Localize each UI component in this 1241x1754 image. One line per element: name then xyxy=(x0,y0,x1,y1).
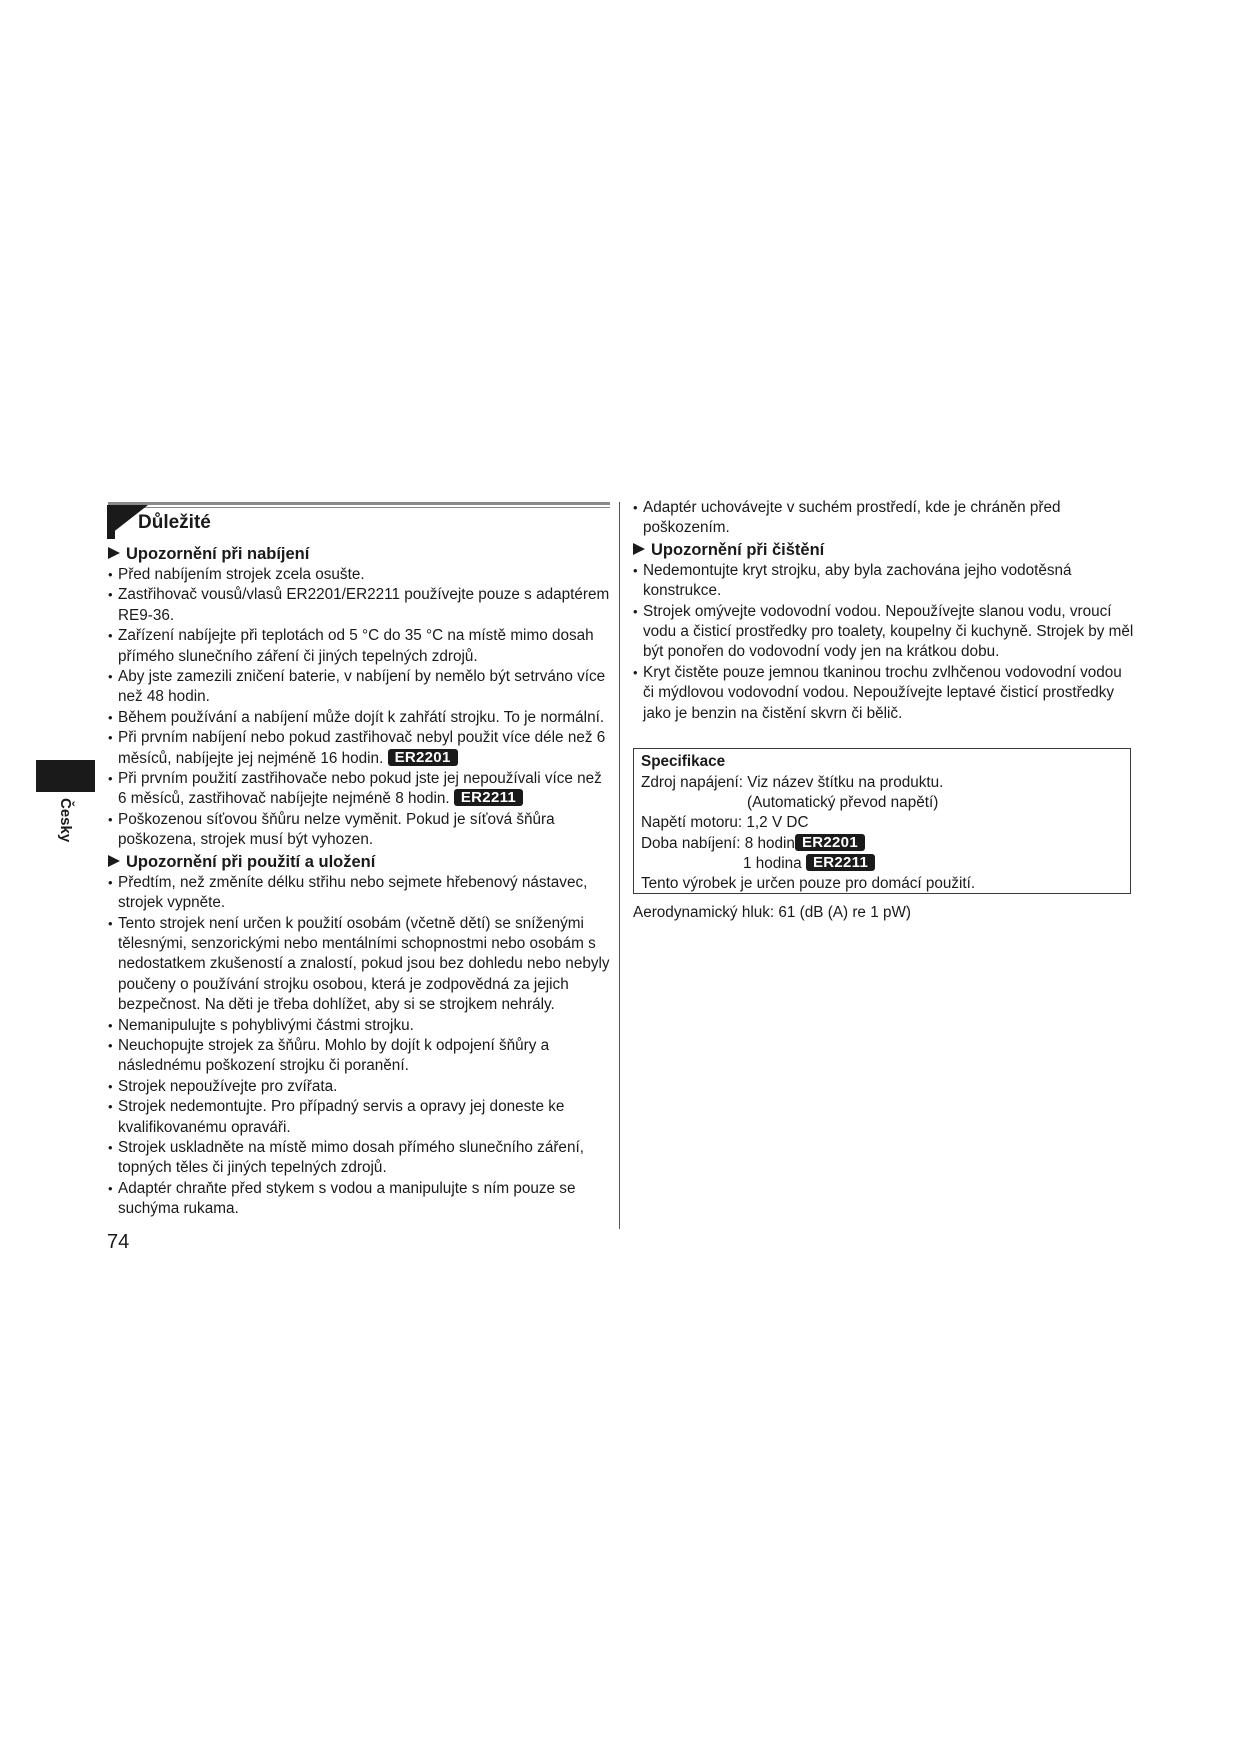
spec-charge: Doba nabíjení: 8 hodin ER2201 xyxy=(641,834,865,854)
list-item: • Při prvním nabíjení nebo pokud zastřihovač nebyl použit více déle než 6 měsíců, nabíjejte jej nejméně 16 hodin. ER2201 xyxy=(108,728,618,769)
spec-power-note: (Automatický převod napětí) xyxy=(747,794,939,811)
header-corner-bar xyxy=(107,505,115,539)
list-item: • Strojek omývejte vodovodní vodou. Nepoužívejte slanou vodu, vroucí vodu a čisticí prostředky pro toalety, koupelny či kuchyně. Strojek by měl být ponořen do vodovodní vody jen na krátkou dobu. xyxy=(633,602,1138,663)
list-item: • Strojek nedemontujte. Pro případný servis a opravy jej doneste ke kvalifikovanému opraváři. xyxy=(108,1097,618,1138)
arrow-icon xyxy=(108,855,120,867)
left-column xyxy=(108,543,618,1220)
list-item: • Při prvním použití zastřihovače nebo pokud jste jej nepoužívali více než 6 měsíců, zastřihovač nabíjejte nejméně 8 hodin. ER2211 xyxy=(108,769,618,810)
list-item: • Předtím, než změníte délku střihu nebo sejmete hřebenový nástavec, strojek vypněte. xyxy=(108,873,618,914)
spec-charge-2: 1 hodina ER2211 xyxy=(743,854,875,874)
column-divider xyxy=(619,502,620,1229)
spec-home-use: Tento výrobek je určen pouze pro domácí použití. xyxy=(641,875,976,892)
header-rule-thin xyxy=(108,507,610,508)
list-item: • Během používání a nabíjení může dojít k zahřátí strojku. To je normální. xyxy=(108,708,618,728)
arrow-icon xyxy=(108,547,120,559)
list-item: • Nemanipulujte s pohyblivými částmi strojku. xyxy=(108,1016,618,1036)
list-item: • Tento strojek není určen k použití osobám (včetně dětí) se sníženými tělesnými, senzorickými nebo mentálními schopnostmi nebo osobám s nedostatkem zkušeností a znalostí, pokud jsou bez dohledu nebo nebyly poučeny o používání strojku osobou, která je zodpovědná za jejich bezpečnost. Na děti je třeba dohlížet, aby si se strojkem nehrály. xyxy=(108,914,618,1016)
arrow-icon xyxy=(633,543,645,555)
cleaning-heading: Upozornění při čištění xyxy=(633,539,1138,561)
list-item: • Adaptér chraňte před stykem s vodou a manipulujte s ním pouze se suchýma rukama. xyxy=(108,1179,618,1220)
header-rule xyxy=(108,502,610,505)
list-item: • Aby jste zamezili zničení baterie, v nabíjení by nemělo být setrváno více než 48 hodin. xyxy=(108,667,618,708)
list-item: • Zastřihovač vousů/vlasů ER2201/ER2211 používejte pouze s adaptérem RE9-36. xyxy=(108,585,618,626)
spec-power: Zdroj napájení: Viz název štítku na produktu. xyxy=(641,774,944,791)
spec-motor: Napětí motoru: 1,2 V DC xyxy=(641,814,809,831)
page-number: 74 xyxy=(107,1231,130,1253)
model-badge: ER2201 xyxy=(388,749,458,766)
section-title: Důležité xyxy=(138,512,211,533)
language-tab-label: Česky xyxy=(57,798,74,843)
list-item: • Před nabíjením strojek zcela osušte. xyxy=(108,565,618,585)
spec-title: Specifikace xyxy=(641,753,726,770)
charging-heading: Upozornění při nabíjení xyxy=(108,543,618,565)
list-item: • Adaptér uchovávejte v suchém prostředí, kde je chráněn před poškozením. xyxy=(633,498,1138,539)
noise-level: Aerodynamický hluk: 61 (dB (A) re 1 pW) xyxy=(633,904,911,921)
list-item: • Strojek uskladněte na místě mimo dosah přímého slunečního záření, topných těles či jiných tepelných zdrojů. xyxy=(108,1138,618,1179)
right-column xyxy=(633,498,1138,724)
list-item: • Poškozenou síťovou šňůru nelze vyměnit. Pokud je síťová šňůra poškozena, strojek musí být vyhozen. xyxy=(108,810,618,851)
list-item: • Strojek nepoužívejte pro zvířata. xyxy=(108,1077,618,1097)
model-badge: ER2201 xyxy=(795,834,865,851)
list-item: • Nedemontujte kryt strojku, aby byla zachována jejho vodotěsná konstrukce. xyxy=(633,561,1138,602)
list-item: • Zařízení nabíjejte při teplotách od 5 °C do 35 °C na místě mimo dosah přímého slunečního záření či jiných tepelných zdrojů. xyxy=(108,626,618,667)
list-item: • Kryt čistěte pouze jemnou tkaninou trochu zvlhčenou vodovodní vodou či mýdlovou vodovodní vodou. Nepoužívejte leptavé čisticí prostředky jako je benzin na čistění skvrn či bělič. xyxy=(633,663,1138,724)
model-badge: ER2211 xyxy=(454,789,523,806)
model-badge: ER2211 xyxy=(806,854,875,871)
usage-heading: Upozornění při použití a uložení xyxy=(108,851,618,873)
list-item: • Neuchopujte strojek za šňůru. Mohlo by dojít k odpojení šňůry a následnému poškození strojku či poranění. xyxy=(108,1036,618,1077)
language-tab-marker xyxy=(36,760,95,792)
